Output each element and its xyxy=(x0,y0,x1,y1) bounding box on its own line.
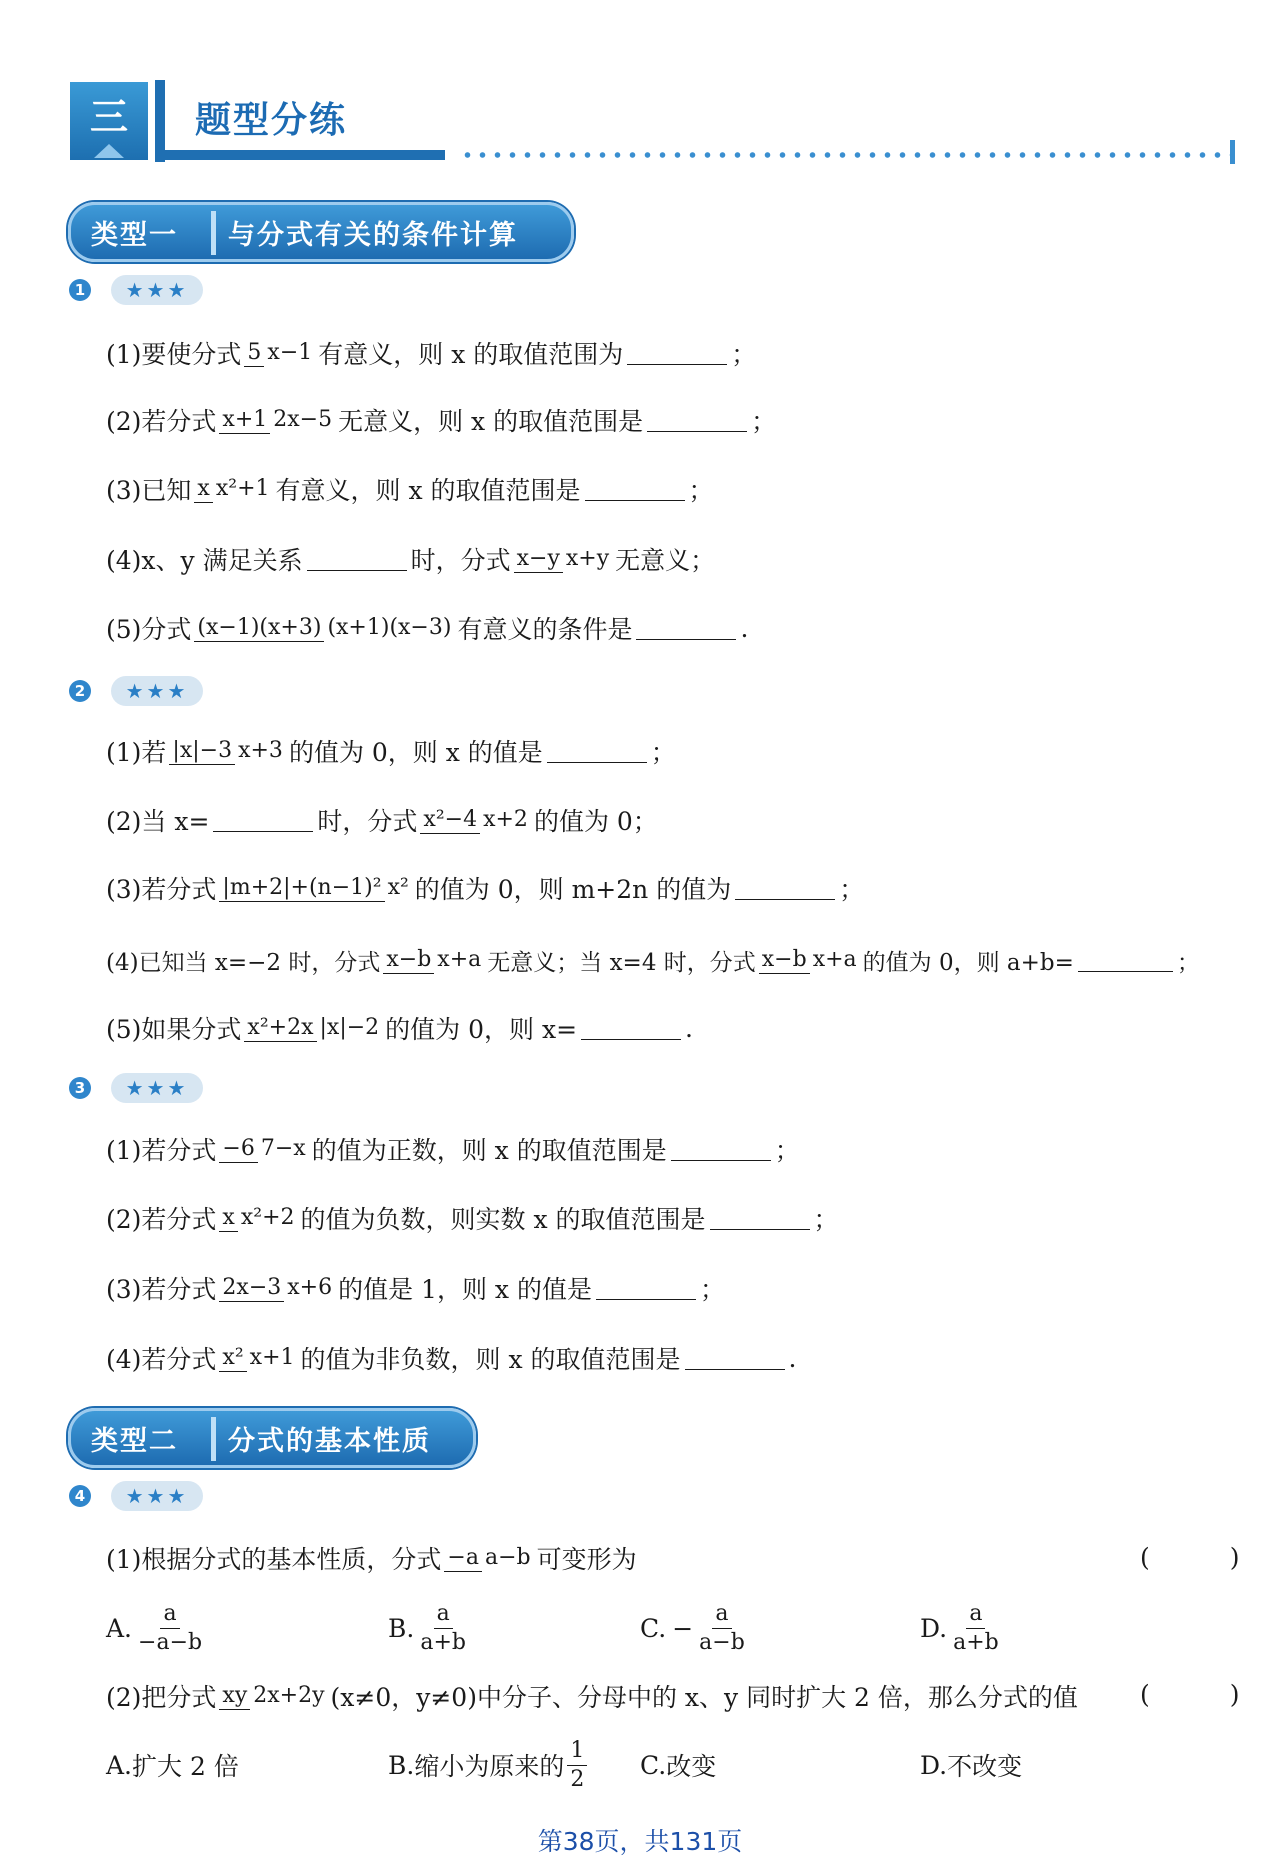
choice-label: C. xyxy=(640,1613,667,1643)
fraction-numerator: x xyxy=(194,476,212,503)
item-text: 有意义，则 x 的取值范围是 xyxy=(275,476,581,505)
question-item xyxy=(106,392,776,448)
choice-label: D. xyxy=(920,1750,948,1780)
question-item xyxy=(106,461,714,517)
answer-paren[interactable]: ( ) xyxy=(1140,1680,1276,1709)
item-text: 的值为负数，则实数 x 的取值范围是 xyxy=(300,1205,706,1234)
section-header xyxy=(70,80,1240,162)
choice-text: 缩小为原来的 xyxy=(414,1752,565,1781)
item-end: ； xyxy=(751,407,777,436)
item-text: (1)若 xyxy=(106,738,167,767)
difficulty-stars-icon: ★★★ xyxy=(111,676,203,706)
choice-label: C. xyxy=(640,1750,667,1780)
fraction-denominator: a+b xyxy=(420,1629,466,1655)
fraction xyxy=(219,875,411,900)
fraction-numerator: a xyxy=(966,1601,985,1628)
fraction xyxy=(567,1738,587,1792)
question-number: 1 xyxy=(69,279,91,301)
item-text: (4)x、y 满足关系 xyxy=(106,546,303,575)
fraction-denominator: 7−x xyxy=(260,1136,306,1162)
answer-blank[interactable] xyxy=(735,877,835,900)
fraction-denominator: x²+1 xyxy=(215,476,270,502)
fraction-denominator: x+1 xyxy=(249,1345,295,1371)
section-title: 题型分练 xyxy=(195,100,348,141)
choice-a[interactable] xyxy=(106,1600,208,1656)
fraction xyxy=(135,1601,205,1655)
item-end: ； xyxy=(699,1275,725,1304)
fraction xyxy=(696,1601,748,1655)
question-item xyxy=(106,1000,693,1056)
fraction-numerator: |x|−3 xyxy=(169,738,235,765)
fraction xyxy=(383,947,484,972)
question-item xyxy=(106,1121,800,1177)
answer-blank[interactable] xyxy=(685,1347,785,1370)
fraction xyxy=(244,1015,382,1040)
fraction-numerator: −6 xyxy=(219,1136,257,1163)
question-item xyxy=(106,860,864,916)
fraction-numerator: a xyxy=(712,1601,731,1628)
item-text: 时，分式 xyxy=(317,807,418,836)
choice-b[interactable] xyxy=(388,1600,472,1656)
item-text: 的值为非负数，则 x 的取值范围是 xyxy=(300,1345,681,1374)
choice-text: 改变 xyxy=(666,1752,717,1781)
choice-a[interactable] xyxy=(106,1737,239,1793)
fraction-numerator: 2x−3 xyxy=(219,1275,284,1302)
choice-text: 不改变 xyxy=(947,1752,1023,1781)
choice-label: A. xyxy=(106,1613,133,1643)
fraction-denominator: x+a xyxy=(437,947,482,973)
item-text: (5)如果分式 xyxy=(106,1015,242,1044)
fraction xyxy=(219,1683,327,1708)
fraction-denominator: |x|−2 xyxy=(319,1015,380,1041)
item-text: 的值是 1，则 x 的值是 xyxy=(338,1275,592,1304)
question-item xyxy=(106,600,748,656)
answer-blank[interactable] xyxy=(636,617,736,640)
choice-label: D. xyxy=(920,1613,948,1643)
difficulty-stars-icon: ★★★ xyxy=(111,1481,203,1511)
answer-blank[interactable] xyxy=(307,548,407,571)
item-text: 有意义，则 x 的取值范围为 xyxy=(318,340,624,369)
fraction-numerator: a xyxy=(434,1601,453,1628)
fraction xyxy=(514,546,613,571)
fraction-numerator: x xyxy=(219,1205,237,1232)
type-label: 类型二 xyxy=(91,1426,178,1457)
answer-blank[interactable] xyxy=(585,478,685,501)
item-end: . xyxy=(788,1343,797,1373)
question-item xyxy=(106,932,1200,988)
fraction-numerator: −a xyxy=(444,1545,482,1572)
difficulty-stars-icon: ★★★ xyxy=(111,275,203,305)
item-text: (2)当 x= xyxy=(106,807,210,836)
fraction-denominator: x+a xyxy=(812,947,857,973)
page-footer: 第38页，共131页 xyxy=(537,1827,743,1856)
answer-paren[interactable]: ( ) xyxy=(1140,1543,1276,1572)
fraction-numerator: x² xyxy=(219,1345,246,1372)
fraction-denominator: a+b xyxy=(953,1629,999,1655)
fraction-numerator: |m+2|+(n−1)² xyxy=(219,875,384,902)
type-separator xyxy=(211,1417,216,1461)
fraction xyxy=(169,738,286,763)
fraction-numerator: x−b xyxy=(759,947,810,974)
question-number: 3 xyxy=(69,1077,91,1099)
fraction xyxy=(219,1136,308,1161)
fraction-denominator: 2 xyxy=(570,1766,585,1792)
answer-blank[interactable] xyxy=(671,1138,771,1161)
choice-b[interactable] xyxy=(388,1737,590,1793)
section-number-badge xyxy=(70,82,148,160)
question-item xyxy=(106,723,676,779)
choice-d[interactable] xyxy=(920,1737,1022,1793)
question-item xyxy=(106,1530,637,1586)
item-text: 的值为 0，则 x= xyxy=(385,1015,578,1044)
fraction-denominator: x+6 xyxy=(287,1275,333,1301)
fraction-denominator: x+y xyxy=(565,546,610,572)
type-title: 与分式有关的条件计算 xyxy=(228,220,518,251)
item-text: (1)若分式 xyxy=(106,1136,217,1165)
item-end: ； xyxy=(1176,949,1200,976)
choice-c[interactable] xyxy=(640,1600,751,1656)
fraction-denominator: x²+2 xyxy=(240,1205,295,1231)
fraction-numerator: x−b xyxy=(383,947,434,974)
question-item xyxy=(106,1330,796,1386)
answer-blank[interactable] xyxy=(710,1207,810,1230)
type-title: 分式的基本性质 xyxy=(228,1426,431,1457)
question-item xyxy=(106,1668,1078,1724)
fraction xyxy=(950,1601,1002,1655)
item-text: 的值为 0，则 a+b= xyxy=(862,949,1074,976)
fraction-denominator: 2x−5 xyxy=(273,407,333,433)
fraction xyxy=(219,407,335,432)
item-text: 无意义； xyxy=(615,546,716,575)
item-text: 的值为正数，则 x 的取值范围是 xyxy=(311,1136,667,1165)
fraction xyxy=(219,1275,335,1300)
choice-c[interactable] xyxy=(640,1737,716,1793)
choice-d[interactable] xyxy=(920,1600,1005,1656)
fraction-denominator: 2x+2y xyxy=(253,1683,325,1709)
choice-label: B. xyxy=(388,1613,415,1643)
fraction-denominator: x+3 xyxy=(238,738,283,764)
choice-label: B. xyxy=(388,1750,415,1780)
type-label: 类型一 xyxy=(91,220,178,251)
item-text: (1)根据分式的基本性质，分式 xyxy=(106,1545,442,1574)
question-number: 2 xyxy=(69,680,91,702)
item-end: ； xyxy=(774,1136,800,1165)
fraction-numerator: (x−1)(x+3) xyxy=(194,615,324,642)
fraction-numerator: x+1 xyxy=(219,407,270,434)
answer-blank[interactable] xyxy=(581,1017,681,1040)
item-text: (3)若分式 xyxy=(106,1275,217,1304)
fraction-numerator: x²−4 xyxy=(420,807,480,834)
fraction-numerator: x−y xyxy=(514,546,563,573)
fraction-denominator: −a−b xyxy=(138,1629,203,1655)
answer-blank[interactable] xyxy=(547,740,647,763)
item-text: (1)要使分式 xyxy=(106,340,242,369)
item-text: 可变形为 xyxy=(536,1545,637,1574)
badge-notch-icon xyxy=(94,144,124,158)
question-item xyxy=(106,531,715,587)
item-end: ； xyxy=(813,1205,839,1234)
item-end: ； xyxy=(650,738,676,767)
fraction-numerator: xy xyxy=(219,1683,250,1710)
section-end-mark xyxy=(1230,140,1235,164)
question-item xyxy=(106,1190,839,1246)
fraction-numerator: 1 xyxy=(567,1738,587,1765)
answer-blank[interactable] xyxy=(1078,949,1173,972)
fraction xyxy=(219,1345,297,1370)
item-text: 时，分式 xyxy=(410,546,511,575)
item-text: (4)已知当 x=−2 时，分式 xyxy=(106,949,381,976)
item-text: (5)分式 xyxy=(106,615,192,644)
item-text: 有意义的条件是 xyxy=(457,615,633,644)
fraction-numerator: x²+2x xyxy=(244,1015,316,1042)
item-text: 的值为 0，则 m+2n 的值为 xyxy=(414,875,732,904)
item-text: (3)已知 xyxy=(106,476,192,505)
fraction-denominator: a−b xyxy=(484,1545,531,1571)
item-end: ； xyxy=(731,340,757,369)
answer-blank[interactable] xyxy=(647,409,747,432)
item-text: (2)若分式 xyxy=(106,1205,217,1234)
item-end: ； xyxy=(688,476,714,505)
fraction xyxy=(194,476,272,501)
item-text: (4)若分式 xyxy=(106,1345,217,1374)
fraction xyxy=(194,615,454,640)
type-banner-1 xyxy=(68,202,574,262)
item-end: . xyxy=(685,1013,693,1043)
item-text: 的值为 0； xyxy=(533,807,658,836)
question-item xyxy=(106,1260,725,1316)
type-banner-2 xyxy=(68,1408,476,1468)
fraction-numerator: a xyxy=(160,1601,179,1628)
question-item xyxy=(106,792,658,848)
fraction-denominator: a−b xyxy=(699,1629,745,1655)
choice-label: A. xyxy=(106,1750,133,1780)
fraction-numerator: 5 xyxy=(244,340,264,367)
question-number: 4 xyxy=(69,1485,91,1507)
fraction xyxy=(420,807,531,832)
item-text: 无意义；当 x=4 时，分式 xyxy=(487,949,756,976)
item-text: (2)若分式 xyxy=(106,407,217,436)
fraction xyxy=(417,1601,469,1655)
choice-sign: − xyxy=(672,1613,694,1643)
item-text: 无意义，则 x 的取值范围是 xyxy=(338,407,644,436)
item-end: ； xyxy=(839,875,865,904)
answer-blank[interactable] xyxy=(627,342,727,365)
item-text: (3)若分式 xyxy=(106,875,217,904)
item-end: . xyxy=(740,613,749,643)
section-dotted-rule xyxy=(460,152,1230,158)
difficulty-stars-icon: ★★★ xyxy=(111,1073,203,1103)
fraction xyxy=(444,1545,533,1570)
fraction-denominator: x² xyxy=(387,875,409,901)
type-separator xyxy=(211,211,216,255)
question-item xyxy=(106,325,756,381)
fraction-denominator: (x+1)(x−3) xyxy=(327,615,452,641)
fraction-denominator: x+2 xyxy=(483,807,528,833)
item-text: (x≠0，y≠0)中分子、分母中的 x、y 同时扩大 2 倍，那么分式的值 xyxy=(330,1683,1078,1712)
fraction xyxy=(219,1205,297,1230)
answer-blank[interactable] xyxy=(213,809,313,832)
section-number: 三 xyxy=(89,95,128,139)
section-underline xyxy=(155,150,445,160)
choice-text: 扩大 2 倍 xyxy=(132,1752,239,1781)
item-text: (2)把分式 xyxy=(106,1683,217,1712)
fraction-denominator: x−1 xyxy=(267,340,313,366)
answer-blank[interactable] xyxy=(596,1277,696,1300)
fraction xyxy=(759,947,860,972)
fraction xyxy=(244,340,315,365)
item-text: 的值为 0，则 x 的值是 xyxy=(288,738,543,767)
